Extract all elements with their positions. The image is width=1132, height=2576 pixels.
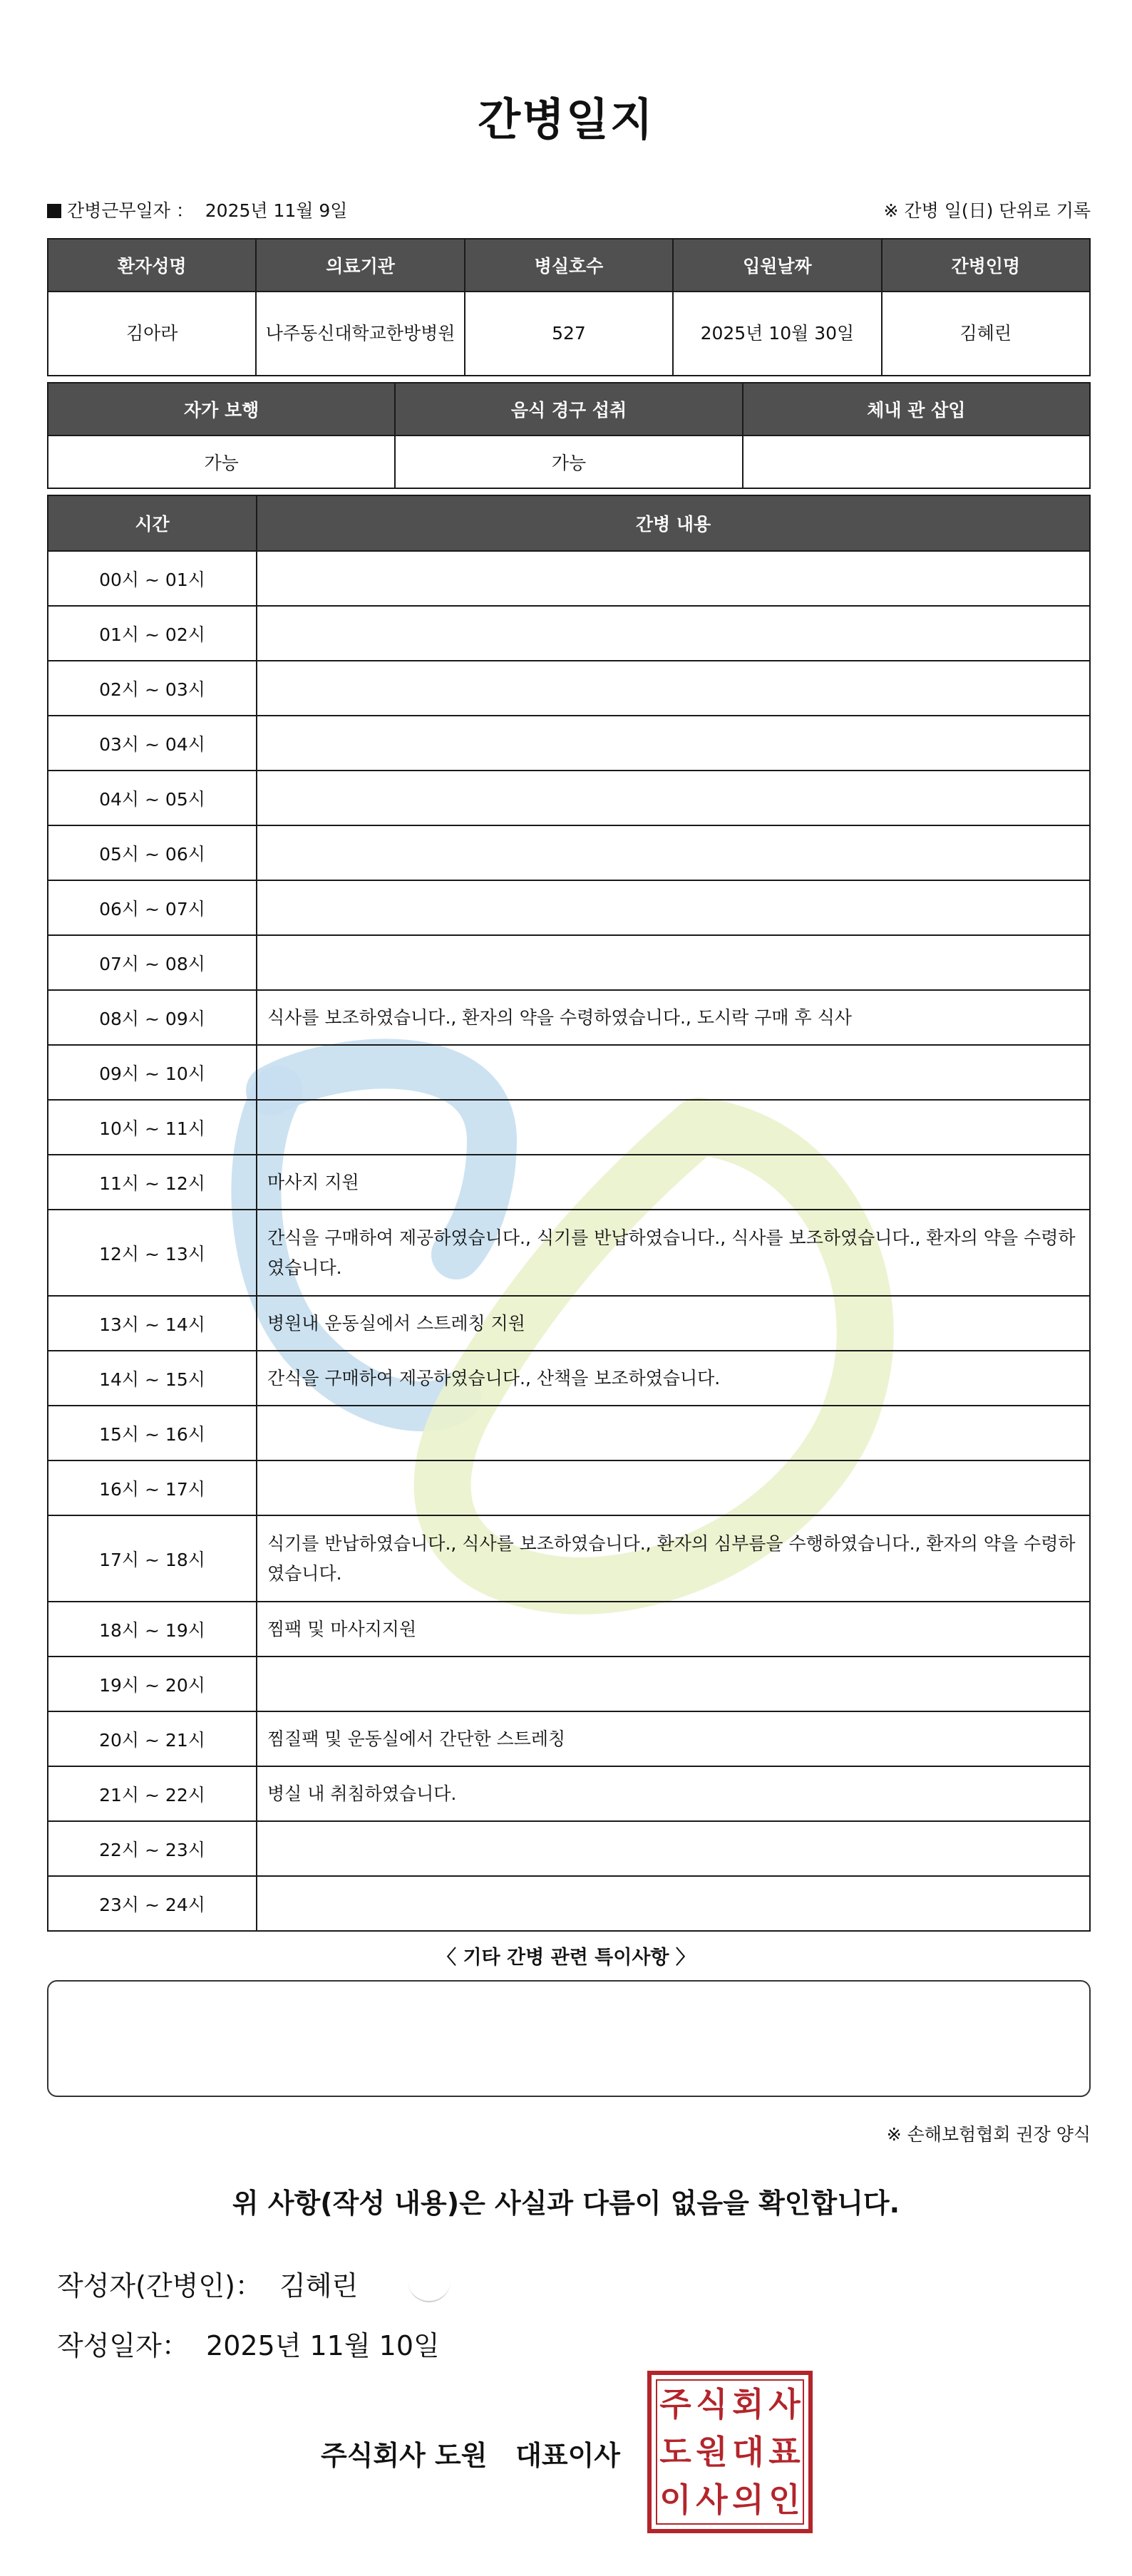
care-content-cell: 간식을 구매하여 제공하였습니다., 식기를 반납하였습니다., 식사를 보조하였습니다., 환자의 약을 수령하였습니다.	[257, 1210, 1090, 1296]
time-cell: 01시 ~ 02시	[48, 606, 257, 661]
hospital-name: 나주동신대학교한방병원	[256, 292, 464, 376]
time-cell: 09시 ~ 10시	[48, 1045, 257, 1100]
table-row	[48, 1460, 1090, 1515]
care-content-cell: 식사를 보조하였습니다., 환자의 약을 수령하였습니다., 도시락 구매 후 식사	[257, 990, 1090, 1045]
seal-character: 인	[768, 2480, 801, 2519]
seal-character: 의	[732, 2480, 764, 2519]
table-row	[48, 1821, 1090, 1876]
seal-character: 사	[768, 2385, 801, 2424]
care-content-cell	[257, 661, 1090, 716]
care-content-cell: 찜팩 및 마사지지원	[257, 1602, 1090, 1657]
time-cell: 13시 ~ 14시	[48, 1296, 257, 1351]
header-patient-name: 환자성명	[48, 239, 256, 292]
care-content-cell	[257, 1876, 1090, 1931]
writer-line	[57, 2264, 451, 2303]
table-row	[48, 1045, 1090, 1100]
time-cell: 03시 ~ 04시	[48, 716, 257, 771]
time-cell: 12시 ~ 13시	[48, 1210, 257, 1296]
care-content-cell	[257, 880, 1090, 935]
meta-row	[47, 197, 1091, 222]
table-row	[48, 551, 1090, 606]
time-cell: 19시 ~ 20시	[48, 1657, 257, 1711]
company-line	[321, 2433, 620, 2473]
care-content-cell	[257, 1045, 1090, 1100]
time-cell: 11시 ~ 12시	[48, 1155, 257, 1210]
care-content-cell	[257, 551, 1090, 606]
table-row	[48, 1766, 1090, 1821]
header-tube-insertion: 체내 관 삽입	[743, 383, 1090, 436]
time-cell: 04시 ~ 05시	[48, 771, 257, 825]
status-header-row	[48, 383, 1090, 436]
care-content-cell	[257, 1100, 1090, 1155]
care-content-cell	[257, 1821, 1090, 1876]
patient-status-table	[47, 382, 1091, 489]
care-content-cell: 식기를 반납하였습니다., 식사를 보조하였습니다., 환자의 심부름을 수행하였습니다., 환자의 약을 수령하였습니다.	[257, 1515, 1090, 1602]
time-cell: 23시 ~ 24시	[48, 1876, 257, 1931]
written-date-line	[57, 2324, 440, 2363]
time-cell: 22시 ~ 23시	[48, 1821, 257, 1876]
header-hospital: 의료기관	[256, 239, 464, 292]
table-row	[48, 606, 1090, 661]
time-cell: 14시 ~ 15시	[48, 1351, 257, 1406]
table-row	[48, 880, 1090, 935]
page-title: 간병일지	[478, 93, 654, 145]
header-oral-intake: 음식 경구 섭취	[395, 383, 742, 436]
table-row	[48, 1602, 1090, 1657]
notes-box	[47, 1980, 1091, 2097]
time-cell: 02시 ~ 03시	[48, 661, 257, 716]
seal-character: 이	[659, 2480, 691, 2519]
care-content-cell: 찜질팩 및 운동실에서 간단한 스트레칭	[257, 1711, 1090, 1766]
table-row	[48, 1406, 1090, 1460]
signature-mark	[408, 2274, 451, 2302]
time-cell: 21시 ~ 22시	[48, 1766, 257, 1821]
record-unit-note: ※ 간병 일(日) 단위로 기록	[883, 200, 1091, 221]
seal-character: 대	[732, 2432, 764, 2471]
care-content-cell	[257, 606, 1090, 661]
work-date	[47, 197, 347, 222]
care-content-cell	[257, 716, 1090, 771]
table-row	[48, 1711, 1090, 1766]
seal-character: 원	[696, 2432, 728, 2471]
table-row	[48, 716, 1090, 771]
care-content-cell	[257, 1657, 1090, 1711]
company-role: 대표이사	[515, 2440, 621, 2471]
written-date-label: 작성일자：	[57, 2330, 189, 2361]
time-cell: 06시 ~ 07시	[48, 880, 257, 935]
table-row	[48, 1515, 1090, 1602]
work-date-value: 2025년 11월 9일	[205, 200, 348, 221]
table-row	[48, 661, 1090, 716]
patient-name: 김아라	[48, 292, 256, 376]
time-cell: 05시 ~ 06시	[48, 825, 257, 880]
care-content-cell: 병실 내 취침하였습니다.	[257, 1766, 1090, 1821]
confirmation-statement: 위 사항(작성 내용)은 사실과 다름이 없음을 확인합니다.	[232, 2188, 900, 2219]
header-admission-date: 입원날짜	[673, 239, 881, 292]
written-date-value: 2025년 11월 10일	[206, 2330, 440, 2361]
admission-date: 2025년 10월 30일	[673, 292, 881, 376]
time-cell: 07시 ~ 08시	[48, 935, 257, 990]
time-cell: 20시 ~ 21시	[48, 1711, 257, 1766]
seal-character: 주	[659, 2385, 691, 2424]
square-bullet-icon	[47, 204, 61, 218]
caregiver-name: 김혜린	[882, 292, 1090, 376]
table-row	[48, 935, 1090, 990]
oral-intake-value: 가능	[395, 436, 742, 488]
log-header-row	[48, 495, 1090, 551]
care-content-cell	[257, 771, 1090, 825]
room-number: 527	[465, 292, 673, 376]
table-row	[48, 1296, 1090, 1351]
table-row	[48, 1210, 1090, 1296]
notes-title: 〈 기타 간병 관련 특이사항 〉	[437, 1947, 695, 1969]
table-row	[48, 1657, 1090, 1711]
tube-insertion-value	[743, 436, 1090, 488]
seal-character: 표	[768, 2432, 801, 2471]
care-content-cell	[257, 1406, 1090, 1460]
table-row	[48, 1351, 1090, 1406]
care-log-table	[47, 495, 1091, 1932]
patient-header-row	[48, 239, 1090, 292]
header-time: 시간	[48, 495, 257, 551]
time-cell: 08시 ~ 09시	[48, 990, 257, 1045]
time-cell: 00시 ~ 01시	[48, 551, 257, 606]
table-row	[48, 1155, 1090, 1210]
care-content-cell: 간식을 구매하여 제공하였습니다., 산책을 보조하였습니다.	[257, 1351, 1090, 1406]
table-row	[48, 990, 1090, 1045]
seal-character: 회	[732, 2385, 764, 2424]
table-row	[48, 1876, 1090, 1931]
writer-name: 김혜린	[279, 2270, 359, 2302]
time-cell: 15시 ~ 16시	[48, 1406, 257, 1460]
care-content-cell	[257, 935, 1090, 990]
seal-character: 식	[696, 2385, 728, 2424]
time-cell: 17시 ~ 18시	[48, 1515, 257, 1602]
time-cell: 16시 ~ 17시	[48, 1460, 257, 1515]
care-content-cell	[257, 825, 1090, 880]
table-row	[48, 771, 1090, 825]
care-content-cell	[257, 1460, 1090, 1515]
care-content-cell: 병원내 운동실에서 스트레칭 지원	[257, 1296, 1090, 1351]
seal-grid	[656, 2379, 804, 2525]
care-content-cell: 마사지 지원	[257, 1155, 1090, 1210]
company-name: 주식회사 도원	[321, 2440, 488, 2471]
company-seal	[647, 2371, 813, 2533]
table-row	[48, 1100, 1090, 1155]
header-room-number: 병실호수	[465, 239, 673, 292]
patient-info-table	[47, 238, 1091, 376]
time-cell: 10시 ~ 11시	[48, 1100, 257, 1155]
header-caregiver-name: 간병인명	[882, 239, 1090, 292]
time-cell: 18시 ~ 19시	[48, 1602, 257, 1657]
patient-value-row	[48, 292, 1090, 376]
table-row	[48, 825, 1090, 880]
work-date-label: 간병근무일자 ：	[67, 200, 194, 221]
header-care-content: 간병 내용	[257, 495, 1090, 551]
insurance-note: ※ 손해보험협회 권장 양식	[886, 2124, 1091, 2145]
header-self-walking: 자가 보행	[48, 383, 395, 436]
seal-character: 사	[696, 2480, 728, 2519]
seal-character: 도	[659, 2432, 691, 2471]
self-walking-value: 가능	[48, 436, 395, 488]
writer-label: 작성자(간병인)：	[57, 2270, 262, 2302]
status-value-row	[48, 436, 1090, 488]
